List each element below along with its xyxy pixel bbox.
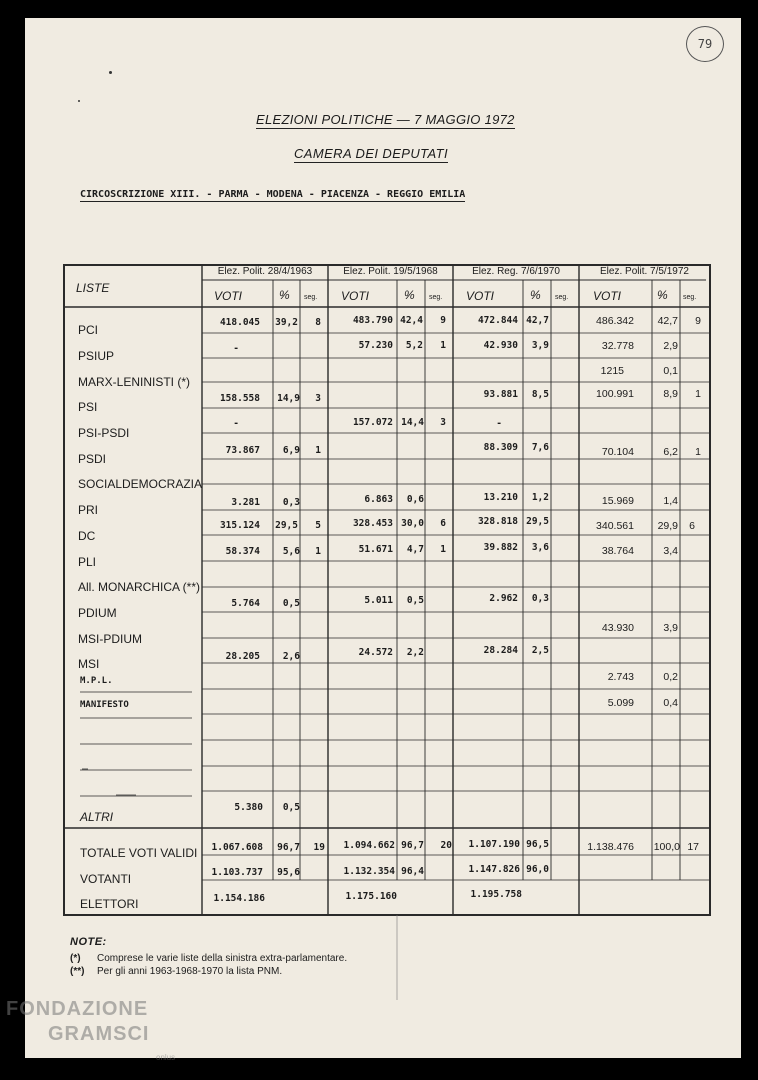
- party-name: PLI: [78, 555, 97, 569]
- cell-pct-1970: 3,9: [531, 340, 549, 351]
- pct-header: %: [279, 288, 290, 302]
- party-name: PSI: [78, 400, 98, 414]
- totale-pct-1972: 100,0: [653, 841, 680, 853]
- cell-voti-1970: 88.309: [483, 442, 518, 453]
- cell-pct-1963: 0,5: [282, 598, 300, 609]
- election-1968-header: Elez. Polit. 19/5/1968: [343, 266, 438, 277]
- cell-seg-1963: 8: [315, 317, 321, 328]
- seg-header: seg.: [555, 294, 569, 301]
- cell-voti-1968: 328.453: [352, 518, 393, 529]
- party-name: PSDI: [78, 452, 107, 466]
- cell-voti-1972: 43.930: [601, 622, 634, 634]
- cell-pct-1963: 5,6: [282, 546, 300, 557]
- cell-seg-1968: 3: [440, 417, 446, 428]
- totale-voti-1972: 1.138.476: [587, 841, 634, 853]
- voti-header: VOTI: [593, 289, 622, 303]
- votanti-1963: 1.103.737: [211, 867, 263, 878]
- cell-pct-1963: 6,9: [282, 445, 300, 456]
- party-name: MSI: [78, 657, 100, 671]
- election-1970-header: Elez. Reg. 7/6/1970: [472, 266, 560, 277]
- seg-header: seg.: [304, 294, 318, 301]
- cell-voti-1972: 340.561: [596, 520, 634, 532]
- cell-voti-1963: 158.558: [219, 393, 260, 404]
- cell-seg-1972: 6: [689, 520, 695, 532]
- totale-seg-1972: 17: [687, 841, 699, 853]
- cell-voti-1972: 2.743: [607, 671, 634, 683]
- election-1972-header: Elez. Polit. 7/5/1972: [600, 266, 689, 277]
- cell-voti-1968: 5.011: [364, 595, 393, 606]
- cell-pct-1972: 8,9: [663, 388, 678, 400]
- cell-voti-1968: 157.072: [352, 417, 393, 428]
- cell-pct-1968: 5,2: [405, 340, 423, 351]
- cell-voti-1968: 51.671: [358, 544, 393, 555]
- cell-seg-1963: 3: [315, 393, 321, 404]
- votanti-1968: 1.132.354: [343, 866, 395, 877]
- cell-voti-1972: 5.099: [607, 697, 634, 709]
- cell-pct-1972: 6,2: [663, 446, 678, 458]
- elettori-1968: 1.175.160: [345, 891, 397, 902]
- cell-pct-1968: 0,6: [406, 494, 424, 505]
- cell-seg-1963: 1: [315, 546, 321, 557]
- cell-seg-1972: 1: [695, 446, 701, 458]
- voti-header: VOTI: [214, 289, 243, 303]
- seg-header: seg.: [429, 294, 443, 301]
- cell-voti-1972: 32.778: [601, 340, 634, 352]
- note-item: [70, 966, 282, 977]
- cell-voti-1970: -: [496, 418, 502, 429]
- cell-pct-1963: 0,5: [282, 802, 300, 813]
- cell-voti-1963: 5.380: [234, 802, 263, 813]
- cell-voti-1963: 58.374: [225, 546, 260, 557]
- cell-pct-1970: 29,5: [526, 516, 549, 527]
- cell-pct-1972: 42,7: [657, 315, 678, 327]
- cell-seg-1972: 9: [695, 315, 701, 327]
- watermark-line1: FONDAZIONE: [6, 998, 149, 1020]
- cell-voti-1963: 73.867: [225, 445, 260, 456]
- totale-seg-1968: 20: [440, 840, 452, 851]
- cell-voti-1968: 6.863: [364, 494, 393, 505]
- cell-voti-1968: 24.572: [358, 647, 393, 658]
- cell-pct-1970: 2,5: [531, 645, 549, 656]
- cell-pct-1968: 42,4: [400, 315, 423, 326]
- altri-label: ALTRI: [80, 810, 114, 824]
- totale-voti-1970: 1.107.190: [468, 839, 520, 850]
- note-marker: (**): [70, 966, 85, 977]
- cell-voti-1963: -: [233, 418, 239, 429]
- cell-pct-1963: 29,5: [275, 520, 298, 531]
- cell-pct-1963: 14,9: [277, 393, 300, 404]
- note-text: Per gli anni 1963-1968-1970 la lista PNM.: [97, 966, 283, 977]
- party-name: All. MONARCHICA (**): [78, 580, 201, 594]
- cell-seg-1972: 1: [695, 388, 701, 400]
- cell-pct-1970: 0,3: [531, 593, 549, 604]
- cell-pct-1972: 1,4: [663, 495, 678, 507]
- votanti-label: VOTANTI: [80, 872, 132, 886]
- party-name: MARX-LENINISTI (*): [78, 375, 191, 389]
- totale-label: TOTALE VOTI VALIDI: [80, 846, 198, 860]
- cell-pct-1968: 30,0: [401, 518, 424, 529]
- cell-pct-1970: 42,7: [526, 315, 549, 326]
- voti-header: VOTI: [466, 289, 495, 303]
- cell-pct-1970: 8,5: [531, 389, 549, 400]
- cell-pct-1968: 0,5: [406, 595, 424, 606]
- elettori-1963: 1.154.186: [213, 893, 265, 904]
- cell-voti-1963: 28.205: [225, 651, 260, 662]
- cell-voti-1970: 39.882: [483, 542, 518, 553]
- cell-voti-1972: 38.764: [601, 545, 634, 557]
- cell-pct-1972: 29,9: [657, 520, 678, 532]
- cell-voti-1963: -: [233, 343, 239, 354]
- cell-pct-1963: 0,3: [282, 497, 300, 508]
- totale-voti-1968: 1.094.662: [343, 840, 395, 851]
- cell-pct-1972: 3,4: [663, 545, 678, 557]
- cell-pct-1970: 3,6: [531, 542, 549, 553]
- cell-seg-1963: 5: [315, 520, 321, 531]
- note-text: Comprese le varie liste della sinistra extra-parlamentare.: [97, 953, 348, 964]
- cell-voti-1970: 42.930: [483, 340, 518, 351]
- cell-voti-1963: 315.124: [219, 520, 260, 531]
- document-subtitle: CAMERA DEI DEPUTATI: [294, 146, 448, 161]
- votanti-1970: 1.147.826: [468, 864, 520, 875]
- cell-seg-1968: 6: [440, 518, 446, 529]
- watermark-line2: GRAMSCI: [48, 1023, 150, 1045]
- party-name: PSIUP: [78, 349, 115, 363]
- party-name: DC: [78, 529, 96, 543]
- cell-pct-1968: 14,4: [401, 417, 424, 428]
- cell-pct-1970: 1,2: [531, 492, 549, 503]
- totale-seg-1963: 19: [313, 842, 325, 853]
- liste-header: LISTE: [76, 281, 110, 295]
- party-name: SOCIALDEMOCRAZIA: [78, 477, 203, 491]
- elettori-label: ELETTORI: [80, 897, 139, 911]
- pct-header: %: [530, 288, 541, 302]
- cell-pct-1963: 2,6: [282, 651, 300, 662]
- note-marker: (*): [70, 953, 81, 964]
- elettori-1970: 1.195.758: [470, 889, 522, 900]
- cell-voti-1972: 1215: [600, 365, 624, 377]
- votanti-pct-1968: 96,4: [401, 866, 424, 877]
- election-1963-header: Elez. Polit. 28/4/1963: [217, 266, 313, 277]
- cell-voti-1970: 472.844: [477, 315, 518, 326]
- cell-voti-1970: 328.818: [477, 516, 518, 527]
- document-title: ELEZIONI POLITICHE — 7 MAGGIO 1972: [256, 112, 515, 127]
- pct-header: %: [404, 288, 415, 302]
- cell-voti-1972: 15.969: [601, 495, 634, 507]
- cell-pct-1972: 3,9: [663, 622, 678, 634]
- party-name: PSI-PSDI: [78, 426, 130, 440]
- cell-seg-1963: 1: [315, 445, 321, 456]
- cell-voti-1972: 486.342: [596, 315, 634, 327]
- cell-voti-1968: 483.790: [352, 315, 393, 326]
- cell-pct-1972: 0,1: [663, 365, 678, 377]
- cell-seg-1968: 9: [440, 315, 446, 326]
- note-item: [70, 953, 347, 964]
- cell-voti-1963: 5.764: [231, 598, 260, 609]
- party-name: PCI: [78, 323, 99, 337]
- totale-voti-1963: 1.067.608: [211, 842, 263, 853]
- fondazione-gramsci-watermark: [6, 997, 149, 1047]
- notes-heading: NOTE:: [70, 936, 107, 948]
- cell-pct-1968: 2,2: [406, 647, 424, 658]
- party-name: MANIFESTO: [80, 700, 129, 710]
- totale-pct-1970: 96,5: [526, 839, 549, 850]
- votanti-pct-1970: 96,0: [526, 864, 549, 875]
- watermark-sub: onlus: [156, 1053, 176, 1062]
- cell-pct-1972: 0,4: [663, 697, 678, 709]
- totale-pct-1963: 96,7: [277, 842, 300, 853]
- cell-seg-1968: 1: [440, 340, 446, 351]
- cell-pct-1972: 2,9: [663, 340, 678, 352]
- pct-header: %: [657, 288, 668, 302]
- page-number: 79: [686, 26, 724, 62]
- seg-header: seg.: [683, 294, 697, 301]
- cell-voti-1963: 3.281: [231, 497, 260, 508]
- cell-voti-1963: 418.045: [219, 317, 260, 328]
- cell-voti-1972: 70.104: [601, 446, 634, 458]
- cell-voti-1970: 28.284: [483, 645, 518, 656]
- party-name: MSI-PDIUM: [78, 632, 142, 646]
- cell-seg-1968: 1: [440, 544, 446, 555]
- cell-pct-1970: 7,6: [531, 442, 549, 453]
- cell-voti-1972: 100.991: [596, 388, 634, 400]
- cell-voti-1970: 13.210: [483, 492, 518, 503]
- cell-voti-1968: 57.230: [358, 340, 393, 351]
- cell-pct-1972: 0,2: [663, 671, 678, 683]
- voti-header: VOTI: [341, 289, 370, 303]
- circoscrizione-label: CIRCOSCRIZIONE XIII. - PARMA - MODENA - PIACENZA - REGGIO EMILIA: [80, 189, 466, 200]
- totale-pct-1968: 96,7: [401, 840, 424, 851]
- votanti-pct-1963: 95,6: [277, 867, 300, 878]
- cell-voti-1970: 93.881: [483, 389, 518, 400]
- cell-pct-1968: 4,7: [406, 544, 424, 555]
- party-name: PRI: [78, 503, 99, 517]
- party-name: PDIUM: [78, 606, 117, 620]
- cell-voti-1970: 2.962: [489, 593, 518, 604]
- party-name: M.P.L.: [80, 676, 113, 686]
- cell-pct-1963: 39,2: [275, 317, 298, 328]
